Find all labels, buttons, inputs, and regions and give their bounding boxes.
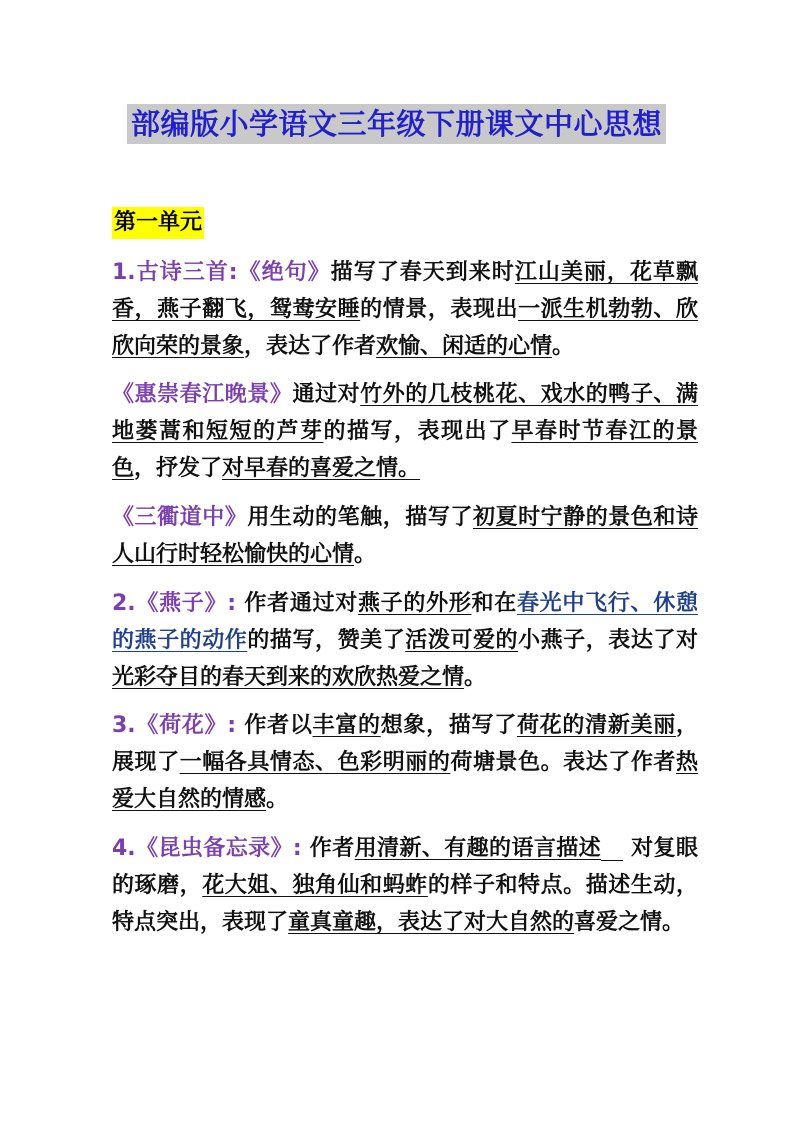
paragraph-label: 4.《昆虫备忘录》: xyxy=(112,836,302,861)
underlined-text: 。 xyxy=(398,456,421,481)
text: 。 xyxy=(266,787,289,812)
title-wrap xyxy=(0,104,793,144)
underlined-text: 对早春的喜爱之情 xyxy=(222,456,399,481)
underlined-text: 竹外的几枝桃花、戏水的鸭子、满地蒌蒿和短短的芦芽 xyxy=(112,382,698,444)
underlined-text: 童真童趣，表达了对大自然的 xyxy=(288,910,575,935)
text: 作者 xyxy=(309,836,355,861)
text: ，展现了 xyxy=(112,713,698,775)
underlined-text: 用清新、有趣的语言描述 xyxy=(354,836,602,861)
underlined-text: 春光中飞行、休憩的燕子的动作 xyxy=(112,591,698,653)
text: 。 xyxy=(354,542,377,567)
underlined-text: 光彩夺目的春天到来的欢欣热爱之情 xyxy=(112,665,465,690)
underlined-text: 欢愉、闲适的心情 xyxy=(376,334,553,359)
underlined-text: 初夏时宁静的景色和诗人山行时轻松愉快的心情 xyxy=(112,505,698,567)
paragraph-hehua xyxy=(112,707,698,818)
underlined-text: 江山美丽，花草飘香，燕子翻飞，鸳鸯安睡 xyxy=(112,260,698,322)
text: 作者通过对 xyxy=(244,591,358,616)
underlined-text: 花大姐、独角仙和蚂蚱 xyxy=(202,873,428,898)
paragraph-label: 1.古诗三首:《绝句》 xyxy=(112,260,331,285)
text: 对复眼的琢磨， xyxy=(112,836,698,898)
text: 的情景，表现出 xyxy=(360,297,519,322)
text: 描写了春天到来时 xyxy=(330,260,515,285)
paragraph-label: 3.《荷花》: xyxy=(112,713,237,738)
underlined-text: 一幅各具情态、色彩明丽的 xyxy=(179,750,451,775)
text: 。 xyxy=(552,334,575,359)
paragraph-label: 2.《燕子》: xyxy=(112,591,237,616)
underlined-text: 荷花的清新美丽 xyxy=(516,713,676,738)
paragraph-label: 《惠崇春江晚景》 xyxy=(112,382,293,407)
paragraph-sanqu xyxy=(112,499,698,573)
underlined-text: 活泼可爱的 xyxy=(405,628,519,653)
paragraph-jueju xyxy=(112,254,698,365)
text: 的描写，表现出了 xyxy=(323,419,512,444)
text: 用生动的笔触，描写了 xyxy=(247,505,473,530)
text: 和在 xyxy=(471,591,517,616)
text: 的样子和特点。描述生动，特点突出，表现了 xyxy=(112,873,698,935)
paragraph-kunchong xyxy=(112,830,698,941)
underlined-text: 一派生机勃勃、欣欣向荣的景象 xyxy=(112,297,698,359)
underlined-text: 丰富的 xyxy=(312,713,381,738)
underlined-text: 热爱大自然的情感 xyxy=(112,750,698,812)
underlined-text: 早春时节春江的景色 xyxy=(112,419,698,481)
unit-heading: 第一单元 xyxy=(112,207,204,239)
text: 。 xyxy=(464,665,487,690)
text: 作者以 xyxy=(244,713,313,738)
paragraph-huichong xyxy=(112,376,698,487)
text: 想象，描写了 xyxy=(380,713,517,738)
text: 荷塘景色。表达了作者 xyxy=(450,750,676,775)
underlined-text: 燕子的外形 xyxy=(357,591,472,616)
text: 的描写，赞美了 xyxy=(247,628,406,653)
text: 小燕子，表达了对 xyxy=(518,628,698,653)
text: ，表达了作者 xyxy=(244,334,377,359)
paragraph-yanzi xyxy=(112,585,698,696)
text: ，抒发了 xyxy=(134,456,223,481)
text: 通过对 xyxy=(292,382,361,407)
page-title: 部编版小学语文三年级下册课文中心思想 xyxy=(127,104,666,144)
blank-underline xyxy=(601,838,623,861)
paragraph-label: 《三衢道中》 xyxy=(112,505,248,530)
text: 喜爱之情。 xyxy=(574,910,685,935)
